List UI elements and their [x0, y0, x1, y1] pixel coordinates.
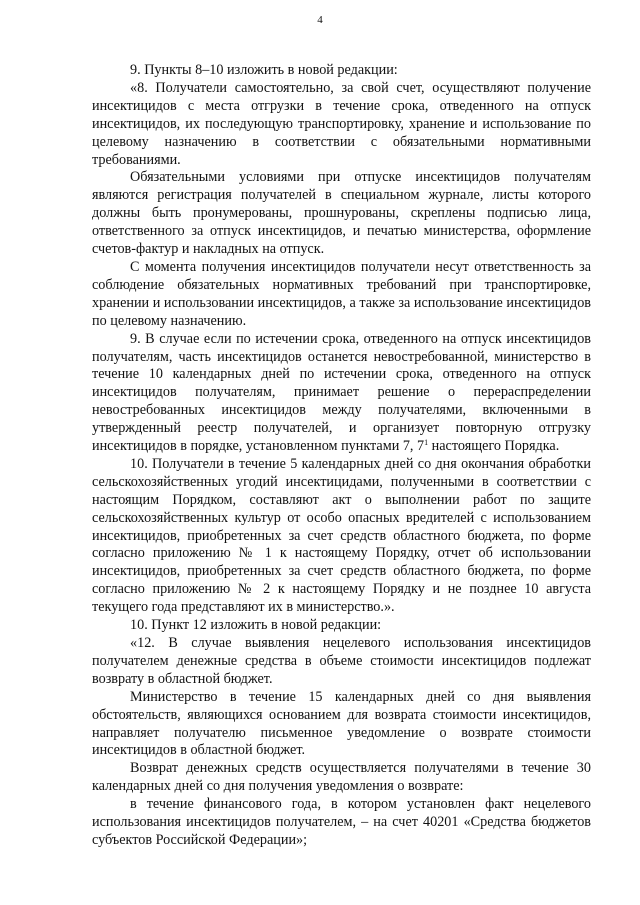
paragraph-ministry-notice: Министерство в течение 15 календарных дней со дня выявления обстоятельств, являющихся основанием для возврата стоимости инсектицидов, направляет получателю письменное уведомление о возврате стоимости инсектицидов в областной бюджет.: [92, 688, 591, 759]
paragraph-refund-account: в течение финансового года, в котором установлен факт нецелевого использования инсектицидов получателем, – на счет 40201 «Средства бюджетов субъектов Российской Федерации»;: [92, 796, 591, 848]
superscript-mark: 1: [424, 438, 429, 448]
paragraph-responsibility: С момента получения инсектицидов получатели несут ответственность за соблюдение обязательных нормативных требований при транспортировке, хранении и использовании инсектицидов, а также за использование инсектицидов по целевому назначению.: [92, 258, 591, 329]
paragraph-item-10-intro: 10. Пункт 12 изложить в новой редакции:: [130, 617, 382, 634]
paragraph-clause-9: [92, 331, 591, 456]
paragraph-clause-10: 10. Получатели в течение 5 календарных дней со дня окончания обработки сельскохозяйственных угодий инсектицидами, полученными в соответствии с настоящим Порядком, составляют акт о выполнении работ по защите сельскохозяйственных культур от особо опасных вредителей с использованием инсектицидов, приобретенных за счет средств областного бюджета, по форме согласно приложению № 1 к настоящему Порядку, отчет об использовании инсектицидов, приобретенных за счет средств областного бюджета, по форме согласно приложению № 2 к настоящему Порядку и не позднее 10 августа текущего года представляют их в министерство.».: [92, 455, 591, 616]
paragraph-item-9-intro: 9. Пункты 8–10 изложить в новой редакции:: [130, 62, 398, 78]
page-number: 4: [317, 14, 323, 26]
clause-9-tail: настоящего Порядка.: [428, 438, 560, 455]
paragraph-refund-terms: Возврат денежных средств осуществляется получателями в течение 30 календарных дней со дня получения уведомления о возврате:: [92, 760, 591, 795]
clause-9-text: 9. В случае если по истечении срока, отведенного на отпуск инсектицидов получателям, часть инсектицидов останется невостребованной, министерство в течение 10 календарных дней по истечении срока, отведенного на отпуск инсектицидов получателям, принимает решение о перераспределении невостребованных инсектицидов между получателями, включенными в утвержденный реестр получателей, и организует повторную отгрузку инсектицидов в порядке, установленном пунктами 7, 7: [92, 330, 591, 455]
document-body: [92, 62, 591, 850]
paragraph-clause-8: «8. Получатели самостоятельно, за свой счет, осуществляют получение инсектицидов с места отгрузки в течение срока, отведенного на отпуск инсектицидов, их последующую транспортировку, хранение и использование по целевому назначению в соответствии с обязательными нормативными требованиями.: [92, 79, 591, 168]
paragraph-clause-12: «12. В случае выявления нецелевого использования инсектицидов получателем денежные средства в объеме стоимости инсектицидов подлежат возврату в областной бюджет.: [92, 635, 591, 687]
paragraph-mandatory-conditions: Обязательными условиями при отпуске инсектицидов получателям являются регистрация получателей в специальном журнале, листы которого должны быть пронумерованы, прошнурованы, скреплены подписью лица, ответственного за отпуск инсектицидов, и печатью министерства, оформление счетов-фактур и накладных на отпуск.: [92, 169, 591, 258]
